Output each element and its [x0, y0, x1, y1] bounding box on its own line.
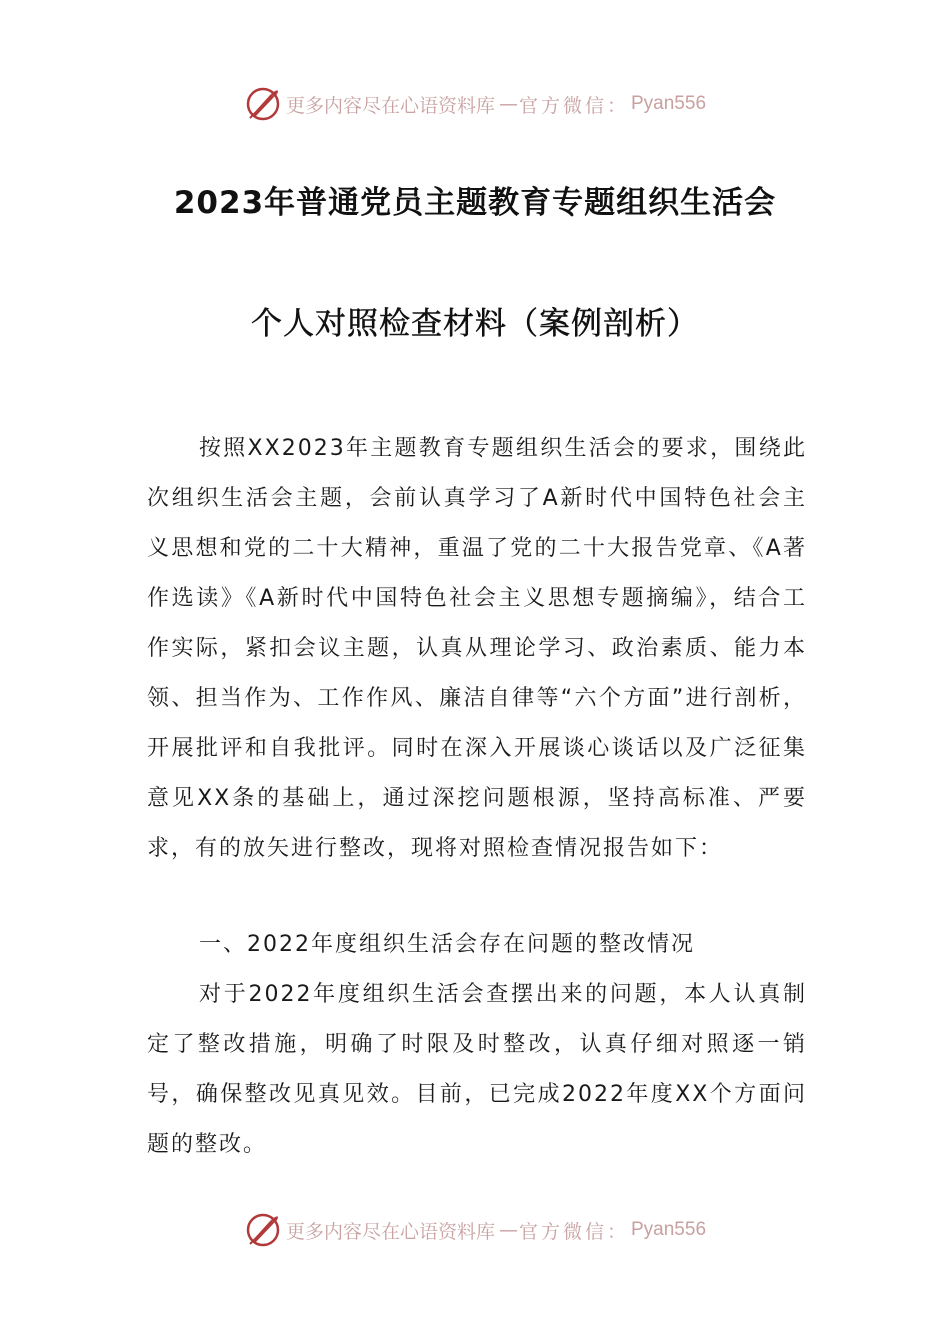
section-heading-1: 一、2022年度组织生活会存在问题的整改情况 [199, 932, 695, 957]
banner-wechat-id: Pyan556 [631, 1219, 707, 1240]
banner-brand-text: 更多内容尽在心语资料库 [285, 94, 495, 117]
quill-logo-icon [244, 85, 282, 123]
header-banner [0, 84, 950, 124]
banner-separator: — [498, 93, 515, 115]
banner-official-label: 官方微信： [518, 1220, 629, 1243]
banner-wechat-id: Pyan556 [631, 93, 707, 114]
document-title-line1: 2023年普通党员主题教育专题组织生活会 [173, 185, 777, 221]
footer-banner [0, 1210, 950, 1250]
banner-official-label: 官方微信： [518, 94, 629, 117]
paragraph-intro: 按照XX2023年主题教育专题组织生活会的要求，围绕此次组织生活会主题，会前认真学习了A新时代中国特色社会主义思想和党的二十大精神，重温了党的二十大报告党章、《A著作选读》《A新时代中国特色社会主义思想专题摘编》，结合工作实际，紧扣会议主题，认真从理论学习、政治素质、能力本领、担当作为、工作作风、廉洁自律等“六个方面”进行剖析，开展批评和自我批评。同时在深入开展谈心谈话以及广泛征集意见XX条的基础上，通过深挖问题根源，坚持高标准、严要求，有的放矢进行整改，现将对照检查情况报告如下： [147, 436, 808, 861]
document-title-line2: 个人对照检查材料（案例剖析） [251, 306, 699, 342]
paragraph-rectification: 对于2022年度组织生活会查摆出来的问题，本人认真制定了整改措施，明确了时限及时整改，认真仔细对照逐一销号，确保整改见真见效。目前，已完成2022年度XX个方面问题的整改。 [147, 982, 807, 1157]
banner-separator: — [498, 1219, 515, 1241]
banner-brand-text: 更多内容尽在心语资料库 [285, 1220, 495, 1243]
quill-logo-icon [244, 1211, 282, 1249]
